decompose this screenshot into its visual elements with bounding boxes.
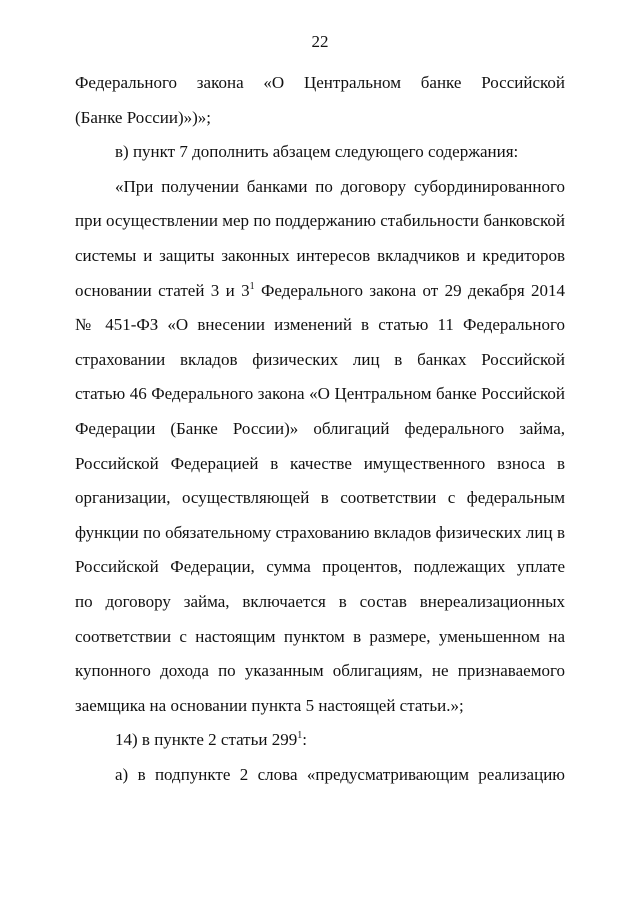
text-segment: основании статей 3 и 3 — [75, 280, 250, 300]
text-line: купонного дохода по указанным облигациям, не признаваемого — [75, 661, 565, 681]
text-line: Федерации (Банке России)» облигаций федерального займа, — [75, 418, 565, 438]
text-line — [75, 274, 565, 309]
text-line: организации, осуществляющей в соответствии с федеральным — [75, 488, 565, 508]
text-line: Российской Федерации, сумма процентов, подлежащих уплате — [75, 557, 565, 577]
text-line: страховании вкладов физических лиц в банках Российской — [75, 349, 565, 369]
text-line: «При получении банками по договору субординированного — [115, 176, 565, 196]
text-line: в) пункт 7 дополнить абзацем следующего содержания: — [115, 142, 519, 162]
text-segment: Федерального закона от 29 декабря 2014 — [260, 280, 565, 300]
text-line: № 451-ФЗ «О внесении изменений в статью 11 Федерального — [75, 315, 565, 335]
text-line: статью 46 Федерального закона «О Центральном банке Российской — [75, 384, 565, 404]
text-line: заемщика на основании пункта 5 настоящей статьи.»; — [75, 695, 464, 715]
text-line: (Банке России)»)»; — [75, 107, 211, 127]
text-line: соответствии с настоящим пунктом в размере, уменьшенном на — [75, 626, 565, 646]
superscript: 1 — [249, 280, 255, 292]
text-line: по договору займа, включается в состав внереализационных — [75, 591, 565, 611]
text-line: функции по обязательному страхованию вкладов физических лиц в — [75, 522, 565, 542]
superscript: 1 — [297, 730, 303, 742]
document-body — [75, 66, 565, 792]
text-segment: 14) в пункте 2 статьи 299 — [115, 730, 298, 750]
text-line: Российской Федерацией в качестве имущественного взноса в — [75, 453, 565, 473]
text-line — [75, 723, 565, 758]
text-line: при осуществлении мер по поддержанию стабильности банковской — [75, 211, 565, 231]
page-number: 22 — [311, 32, 329, 51]
text-segment: : — [302, 730, 307, 750]
text-line: а) в подпункте 2 слова «предусматривающим реализацию — [115, 764, 565, 784]
text-line: Федерального закона «О Центральном банке Российской — [75, 73, 565, 92]
text-line: системы и защиты законных интересов вкладчиков и кредиторов — [75, 245, 565, 265]
